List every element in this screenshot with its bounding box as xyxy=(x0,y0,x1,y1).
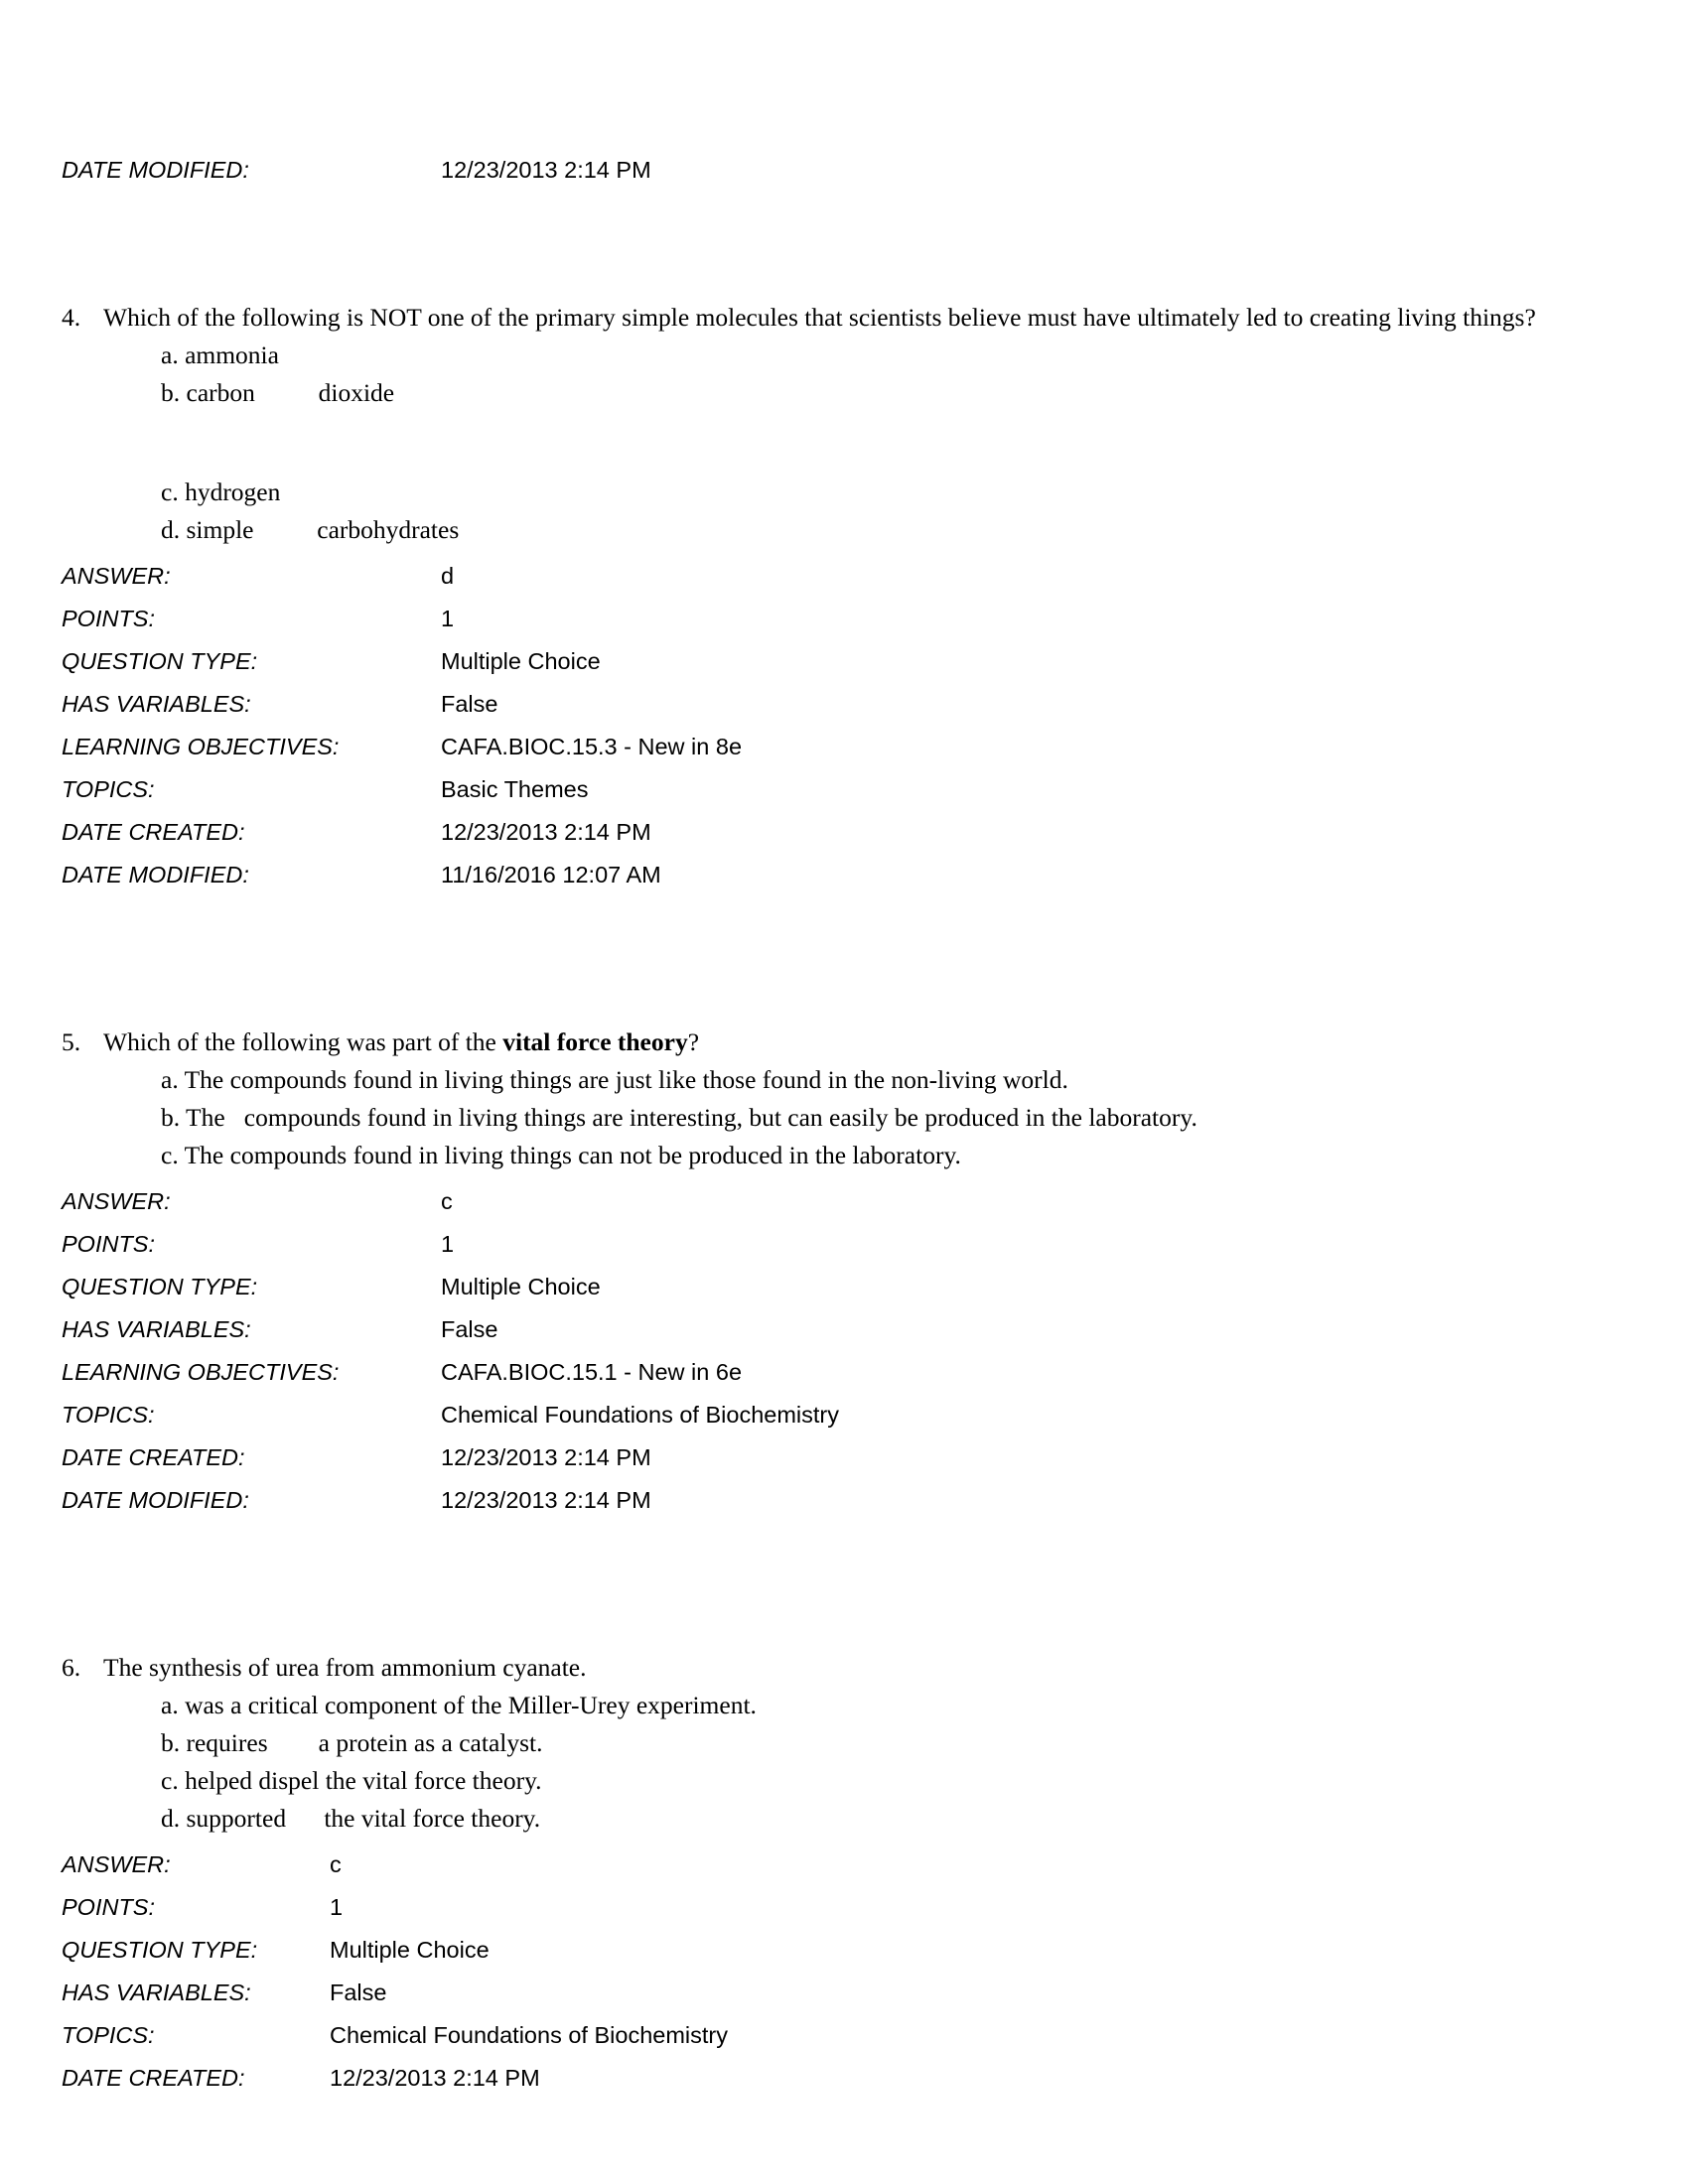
question-metadata xyxy=(62,1843,1594,2100)
meta-label: POINTS: xyxy=(62,606,156,631)
meta-label: DATE MODIFIED: xyxy=(62,157,249,183)
meta-row xyxy=(62,726,1594,768)
choice-item[interactable]: c. hydrogen xyxy=(161,478,281,506)
meta-value: Multiple Choice xyxy=(441,648,601,674)
meta-row xyxy=(62,811,1594,854)
meta-label: POINTS: xyxy=(62,1231,156,1257)
meta-label: DATE CREATED: xyxy=(62,819,245,845)
meta-row xyxy=(62,555,1594,598)
meta-label: ANSWER: xyxy=(62,563,171,589)
meta-row xyxy=(62,1843,1594,1886)
meta-row xyxy=(62,598,1594,640)
meta-value: 11/16/2016 12:07 AM xyxy=(441,862,661,887)
meta-value: 12/23/2013 2:14 PM xyxy=(330,2065,540,2091)
meta-row xyxy=(62,1266,1594,1308)
page-header-meta xyxy=(62,149,1594,192)
meta-value: Chemical Foundations of Biochemistry xyxy=(441,1402,839,1428)
choice-list xyxy=(62,1687,1594,1838)
choice-item[interactable]: d. supported the vital force theory. xyxy=(161,1804,541,1833)
meta-value: 1 xyxy=(441,606,455,631)
meta-value: CAFA.BIOC.15.1 - New in 6e xyxy=(441,1359,743,1385)
meta-value: False xyxy=(441,691,498,717)
meta-row xyxy=(62,854,1594,896)
question-block-6 xyxy=(62,1649,1594,2100)
choice-item[interactable]: a. ammonia xyxy=(161,341,279,369)
question-number: 5. xyxy=(62,1027,81,1056)
question-text-suffix: ? xyxy=(687,1027,700,1056)
meta-row xyxy=(62,2014,1594,2057)
meta-row xyxy=(62,1351,1594,1394)
choice-list xyxy=(62,1061,1594,1174)
question-text: Which of the following is NOT one of the primary simple molecules that scientists believe must have ultimately led to creating living things? xyxy=(103,303,1536,332)
choice-item[interactable]: a. was a critical component of the Miller-Urey experiment. xyxy=(161,1691,757,1719)
meta-value: 12/23/2013 2:14 PM xyxy=(441,1487,651,1513)
meta-label: HAS VARIABLES: xyxy=(62,1316,251,1342)
question-text-prefix: Which of the following was part of the xyxy=(103,1027,503,1056)
choice-item[interactable]: d. simple carbohydrates xyxy=(161,515,460,544)
meta-value: 12/23/2013 2:14 PM xyxy=(441,157,651,183)
meta-value: d xyxy=(441,563,455,589)
meta-label: LEARNING OBJECTIVES: xyxy=(62,1359,340,1385)
question-metadata xyxy=(62,1180,1594,1522)
meta-row xyxy=(62,1929,1594,1972)
choice-item[interactable]: b. requires a protein as a catalyst. xyxy=(161,1728,543,1757)
meta-row xyxy=(62,149,1594,192)
meta-row xyxy=(62,640,1594,683)
meta-label: HAS VARIABLES: xyxy=(62,1979,251,2005)
question-heading xyxy=(62,1649,1594,1687)
meta-row xyxy=(62,1436,1594,1479)
meta-label: DATE MODIFIED: xyxy=(62,1487,249,1513)
meta-label: QUESTION TYPE: xyxy=(62,648,258,674)
meta-label: TOPICS: xyxy=(62,2022,155,2048)
meta-label: HAS VARIABLES: xyxy=(62,691,251,717)
meta-label: QUESTION TYPE: xyxy=(62,1937,258,1963)
meta-value: Chemical Foundations of Biochemistry xyxy=(330,2022,728,2048)
meta-label: ANSWER: xyxy=(62,1188,171,1214)
meta-label: TOPICS: xyxy=(62,1402,155,1428)
meta-label: QUESTION TYPE: xyxy=(62,1274,258,1299)
meta-label: POINTS: xyxy=(62,1894,156,1920)
question-text xyxy=(103,1024,1594,1061)
choice-item[interactable]: c. helped dispel the vital force theory. xyxy=(161,1766,542,1795)
choice-item[interactable]: b. The compounds found in living things are interesting, but can easily be produced in the laboratory. xyxy=(161,1103,1197,1132)
meta-value: Multiple Choice xyxy=(441,1274,601,1299)
question-heading xyxy=(62,1024,1594,1061)
meta-value: Basic Themes xyxy=(441,776,589,802)
meta-row xyxy=(62,768,1594,811)
meta-label: DATE MODIFIED: xyxy=(62,862,249,887)
meta-row xyxy=(62,1308,1594,1351)
meta-value: False xyxy=(441,1316,498,1342)
question-text-bold: vital force theory xyxy=(502,1027,688,1056)
meta-label: DATE CREATED: xyxy=(62,2065,245,2091)
meta-value: 1 xyxy=(330,1894,344,1920)
meta-row xyxy=(62,1972,1594,2014)
meta-value: 12/23/2013 2:14 PM xyxy=(441,1444,651,1470)
meta-row xyxy=(62,1479,1594,1522)
meta-label: LEARNING OBJECTIVES: xyxy=(62,734,340,759)
meta-label: TOPICS: xyxy=(62,776,155,802)
choice-list xyxy=(62,337,1594,549)
meta-value: False xyxy=(330,1979,387,2005)
meta-row xyxy=(62,1886,1594,1929)
meta-value: 1 xyxy=(441,1231,455,1257)
choice-spacer xyxy=(161,412,1594,474)
meta-row xyxy=(62,1223,1594,1266)
meta-value: 12/23/2013 2:14 PM xyxy=(441,819,651,845)
meta-value: Multiple Choice xyxy=(330,1937,490,1963)
question-number: 4. xyxy=(62,303,81,332)
question-block-4 xyxy=(62,299,1594,896)
question-text: The synthesis of urea from ammonium cyanate. xyxy=(103,1653,587,1682)
question-block-5 xyxy=(62,1024,1594,1522)
meta-row xyxy=(62,1180,1594,1223)
choice-item[interactable]: a. The compounds found in living things are just like those found in the non-living world. xyxy=(161,1065,1068,1094)
meta-value: CAFA.BIOC.15.3 - New in 8e xyxy=(441,734,743,759)
meta-label: ANSWER: xyxy=(62,1851,171,1877)
meta-value: c xyxy=(330,1851,342,1877)
meta-row xyxy=(62,1394,1594,1436)
meta-row xyxy=(62,683,1594,726)
question-number: 6. xyxy=(62,1653,81,1682)
meta-row xyxy=(62,2057,1594,2100)
question-metadata xyxy=(62,555,1594,896)
choice-item[interactable]: b. carbon dioxide xyxy=(161,378,395,407)
meta-value: c xyxy=(441,1188,453,1214)
meta-label: DATE CREATED: xyxy=(62,1444,245,1470)
choice-item[interactable]: c. The compounds found in living things can not be produced in the laboratory. xyxy=(161,1141,961,1169)
question-heading xyxy=(62,299,1594,337)
